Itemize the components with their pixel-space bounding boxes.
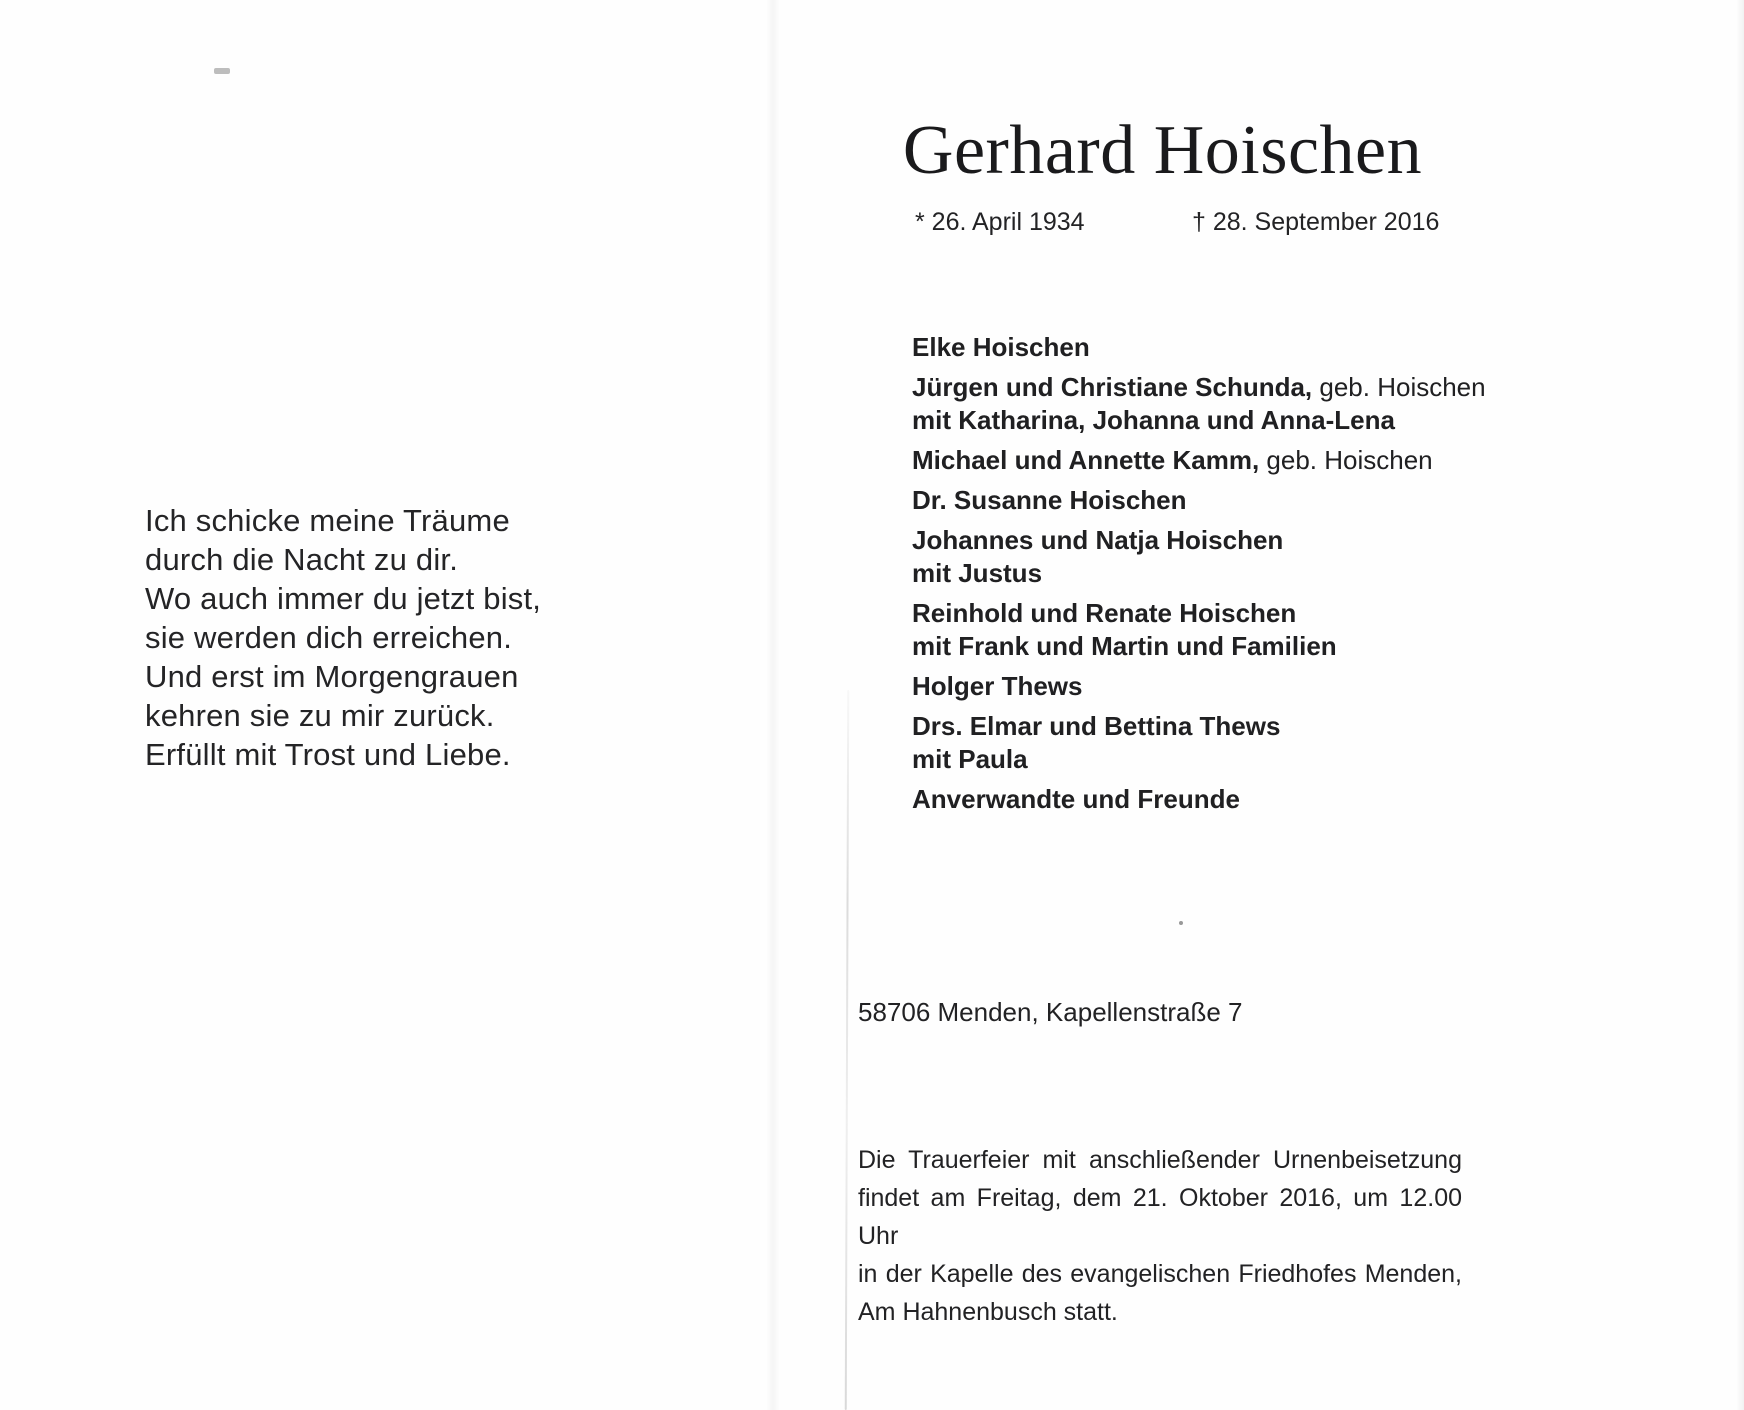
scan-speck xyxy=(1179,921,1183,925)
death-date: † 28. September 2016 xyxy=(1192,208,1440,236)
life-dates xyxy=(860,204,1465,244)
page-fold-gutter xyxy=(766,0,780,1410)
poem xyxy=(145,501,541,774)
poem-line: Wo auch immer du jetzt bist, xyxy=(145,581,542,616)
mourner-line: Holger Thews xyxy=(912,671,1083,701)
funeral-notice-line: Am Hahnenbusch statt. xyxy=(858,1298,1118,1326)
scan-edge-shadow xyxy=(1736,0,1744,1410)
mourner-line: mit Justus xyxy=(912,558,1043,588)
poem-line: kehren sie zu mir zurück. xyxy=(145,698,495,733)
poem-line: Ich schicke meine Träume xyxy=(145,503,510,538)
mourner-line: Johannes und Natja Hoischen xyxy=(912,525,1284,555)
mourner-line: Reinhold und Renate Hoischen xyxy=(912,598,1297,628)
crease-line xyxy=(845,690,850,1410)
mourner-line: Drs. Elmar und Bettina Thews xyxy=(912,711,1281,741)
mourner-line: Elke Hoischen xyxy=(912,332,1090,362)
mourners-list xyxy=(912,331,1486,816)
mourner-line: mit Paula xyxy=(912,744,1028,774)
mourner-line: mit Katharina, Johanna und Anna-Lena xyxy=(912,405,1395,435)
funeral-notice-line: in der Kapelle des evangelischen Friedhofes Menden, xyxy=(858,1260,1462,1288)
mourner-line: Dr. Susanne Hoischen xyxy=(912,485,1187,515)
poem-line: Erfüllt mit Trost und Liebe. xyxy=(145,737,511,772)
poem-line: Und erst im Morgengrauen xyxy=(145,659,519,694)
poem-line: durch die Nacht zu dir. xyxy=(145,542,459,577)
funeral-notice-line: Die Trauerfeier mit anschließender Urnenbeisetzung xyxy=(858,1146,1462,1174)
mourner-line: Anverwandte und Freunde xyxy=(912,784,1240,814)
funeral-notice xyxy=(858,1141,1462,1331)
scan-speck xyxy=(214,68,230,74)
mourner-line: mit Frank und Martin und Familien xyxy=(912,631,1337,661)
poem-line: sie werden dich erreichen. xyxy=(145,620,513,655)
birth-date: * 26. April 1934 xyxy=(915,208,1085,236)
address-line: 58706 Menden, Kapellenstraße 7 xyxy=(858,997,1243,1027)
mourner-line: Jürgen und Christiane Schunda, geb. Hoischen xyxy=(912,372,1486,402)
funeral-notice-line: findet am Freitag, dem 21. Oktober 2016, um 12.00 Uhr xyxy=(858,1184,1462,1250)
deceased-name: Gerhard Hoischen xyxy=(902,112,1423,189)
mourner-line: Michael und Annette Kamm, geb. Hoischen xyxy=(912,445,1433,475)
